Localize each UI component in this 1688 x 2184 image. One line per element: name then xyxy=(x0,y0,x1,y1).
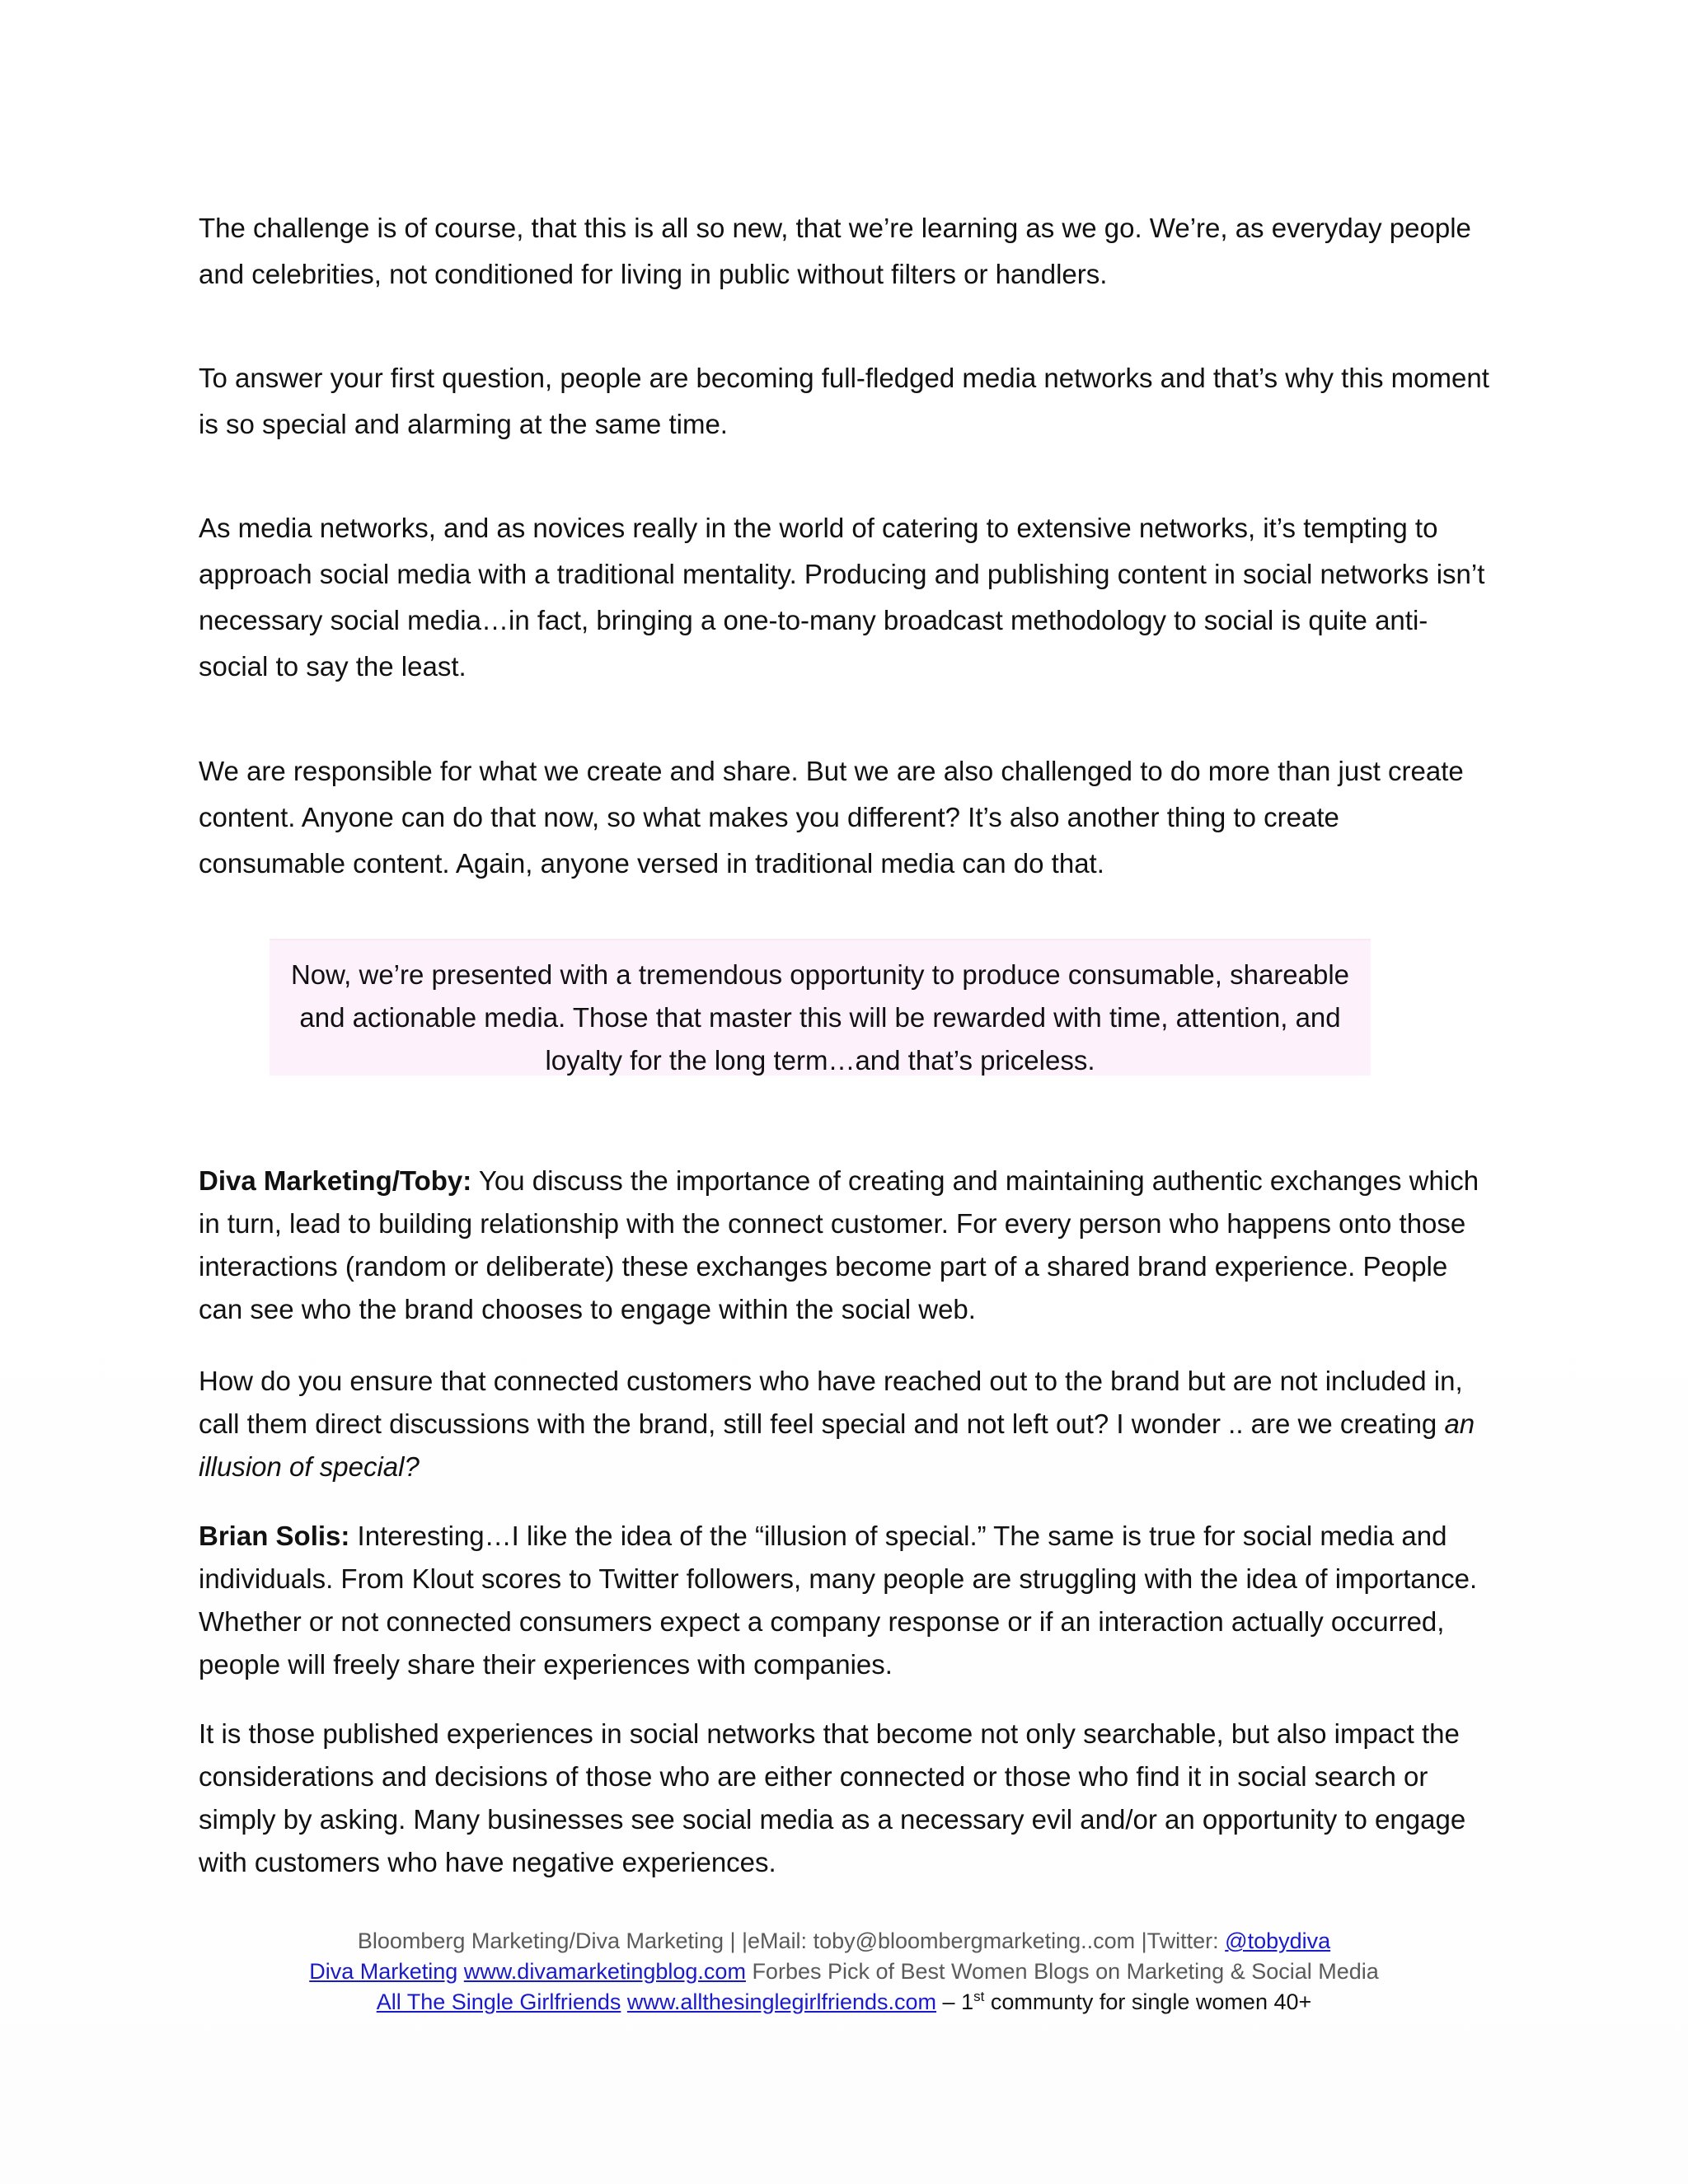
footer-superscript: st xyxy=(973,1989,985,2004)
footer-line-1 xyxy=(0,1926,1688,1957)
question-2-italic: an illusion of special? xyxy=(199,1408,1475,1482)
interview-question-1 xyxy=(199,1160,1493,1331)
speaker-toby: Diva Marketing/Toby: xyxy=(199,1165,472,1196)
answer-1-text: Interesting…I like the idea of the “illusion of special.” The same is true for social media and individuals. From Klout scores to Twitter followers, many people are struggling with the idea of importance. Whether or not connected consumers expect a company response or if an interaction actually occurred, people will freely share their experiences with companies. xyxy=(199,1521,1478,1680)
footer-line-2 xyxy=(0,1957,1688,1987)
single-girlfriends-link[interactable]: All The Single Girlfriends xyxy=(376,1990,621,2014)
single-girlfriends-url-link[interactable]: www.allthesinglegirlfriends.com xyxy=(626,1990,937,2014)
paragraph-responsible: We are responsible for what we create and share. But we are also challenged to do more than just create content. Anyone can do that now, so what makes you different? It’s also another thing to create consumable content. Again, anyone versed in traditional media can do that. xyxy=(199,756,1464,879)
footer-forbes-text: Forbes Pick of Best Women Blogs on Marketing & Social Media xyxy=(745,1959,1379,1984)
diva-blog-url-link[interactable]: www.divamarketingblog.com xyxy=(463,1959,746,1984)
interview-question-2 xyxy=(199,1360,1493,1488)
paragraph-media-networks: As media networks, and as novices really in the world of catering to extensive networks, it’s tempting to approach social media with a traditional mentality. Producing and publishing content in social networks isn’t necessary social media…in fact, bringing a one-to-many broadcast methodology to social is quite anti-social to say the least. xyxy=(199,513,1485,682)
diva-marketing-link[interactable]: Diva Marketing xyxy=(309,1959,458,1984)
question-1-text: You discuss the importance of creating and maintaining authentic exchanges which in turn, lead to building relationship with the connect customer. For every person who happens onto those interactions (random or deliberate) these exchanges become part of a shared brand experience. People can see who the brand chooses to engage within the social web. xyxy=(199,1165,1479,1324)
twitter-link[interactable]: @tobydiva xyxy=(1225,1929,1331,1953)
paragraph-challenge: The challenge is of course, that this is all so new, that we’re learning as we go. We’re, as everyday people and celebrities, not conditioned for living in public without filters or handlers. xyxy=(199,213,1471,289)
pull-quote xyxy=(270,939,1371,1076)
question-2-text: How do you ensure that connected customers who have reached out to the brand but are not included in, call them direct discussions with the brand, still feel special and not left out? I wonder .. are we creating xyxy=(199,1366,1463,1439)
footer-community-text-a: – 1 xyxy=(936,1990,974,2014)
footer-line-3 xyxy=(0,1987,1688,2018)
pull-quote-text: Now, we’re presented with a tremendous opportunity to produce consumable, shareable and actionable media. Those that master this will be rewarded with time, attention, and loyalty for the long term…and that’s priceless. xyxy=(290,959,1350,1076)
paragraph-first-question: To answer your first question, people are becoming full-fledged media networks and that’s why this moment is so special and alarming at the same time. xyxy=(199,363,1489,439)
interview-answer-1 xyxy=(199,1515,1493,1686)
footer-community-text-b: communty for single women 40+ xyxy=(984,1990,1312,2014)
interview-answer-2: It is those published experiences in social networks that become not only searchable, but also impact the considerations and decisions of those who are either connected or those who find it in social search or simply by asking. Many businesses see social media as a necessary evil and/or an opportunity to engage with customers who have negative experiences. xyxy=(199,1718,1466,1877)
speaker-brian: Brian Solis: xyxy=(199,1521,350,1551)
footer-contact-text: Bloomberg Marketing/Diva Marketing | |eMail: toby@bloombergmarketing..com |Twitter: xyxy=(357,1929,1226,1953)
